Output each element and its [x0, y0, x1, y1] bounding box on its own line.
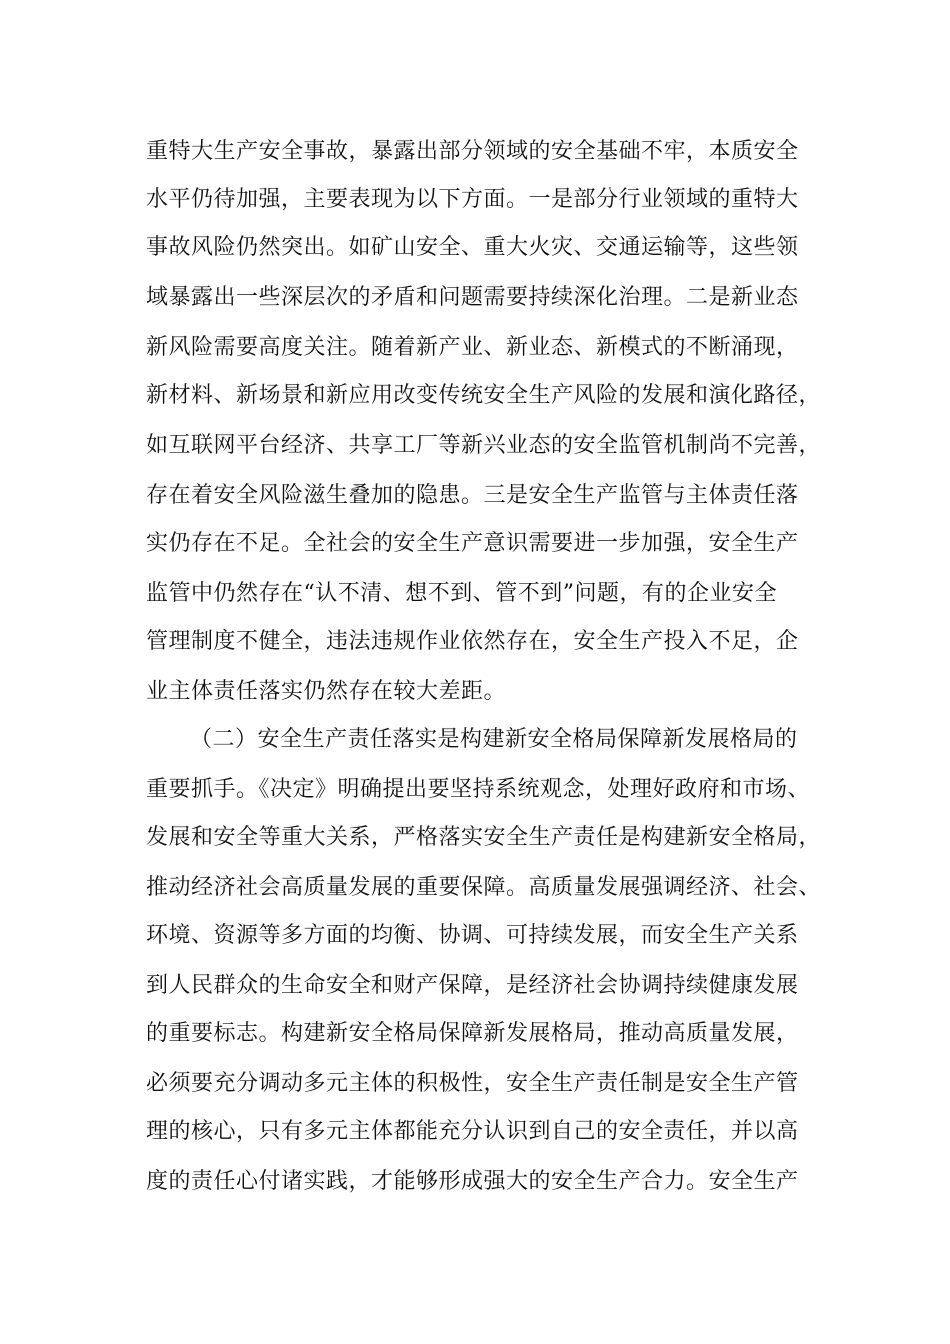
text-line: 度的责任心付诸实践，才能够形成强大的安全生产合力。安全生产	[146, 1169, 799, 1194]
text-line: 理的核心，只有多元主体都能充分认识到自己的安全责任，并以高	[146, 1119, 799, 1144]
text-line: 管理制度不健全，违法违规作业依然存在，安全生产投入不足，企	[146, 629, 799, 654]
text-line: 存在着安全风险滋生叠加的隐患。三是安全生产监管与主体责任落	[146, 483, 799, 508]
text-line: 事故风险仍然突出。如矿山安全、重大火灾、交通运输等，这些领	[146, 235, 799, 260]
text-line: 到人民群众的生命安全和财产保障，是经济社会协调持续健康发展	[146, 973, 799, 998]
text-line: （二）安全生产责任落实是构建新安全格局保障新发展格局的	[190, 727, 798, 752]
text-line: 重特大生产安全事故，暴露出部分领域的安全基础不牢，本质安全	[146, 139, 799, 164]
text-line: 业主体责任落实仍然存在较大差距。	[146, 679, 507, 704]
text-line: 推动经济社会高质量发展的重要保障。高质量发展强调经济、社会、	[146, 875, 822, 900]
text-line: 重要抓手。《决定》明确提出要坚持系统观念，处理好政府和市场、	[146, 777, 811, 802]
text-line: 实仍存在不足。全社会的安全生产意识需要进一步加强，安全生产	[146, 531, 799, 556]
text-line: 监管中仍然存在“认不清、想不到、管不到”问题，有的企业安全	[146, 581, 777, 606]
text-line: 新材料、新场景和新应用改变传统安全生产风险的发展和演化路径，	[146, 383, 822, 408]
text-line: 发展和安全等重大关系，严格落实安全生产责任是构建新安全格局，	[146, 825, 822, 850]
text-line: 环境、资源等多方面的均衡、协调、可持续发展，而安全生产关系	[146, 923, 799, 948]
text-line: 如互联网平台经济、共享工厂等新兴业态的安全监管机制尚不完善，	[146, 433, 822, 458]
text-line: 水平仍待加强，主要表现为以下方面。一是部分行业领域的重特大	[146, 187, 799, 212]
text-line: 域暴露出一些深层次的矛盾和问题需要持续深化治理。二是新业态	[146, 285, 799, 310]
text-line: 新风险需要高度关注。随着新产业、新业态、新模式的不断涌现，	[146, 335, 799, 360]
text-line: 必须要充分调动多元主体的积极性，安全生产责任制是安全生产管	[146, 1071, 799, 1096]
text-line: 的重要标志。构建新安全格局保障新发展格局，推动高质量发展，	[146, 1021, 799, 1046]
